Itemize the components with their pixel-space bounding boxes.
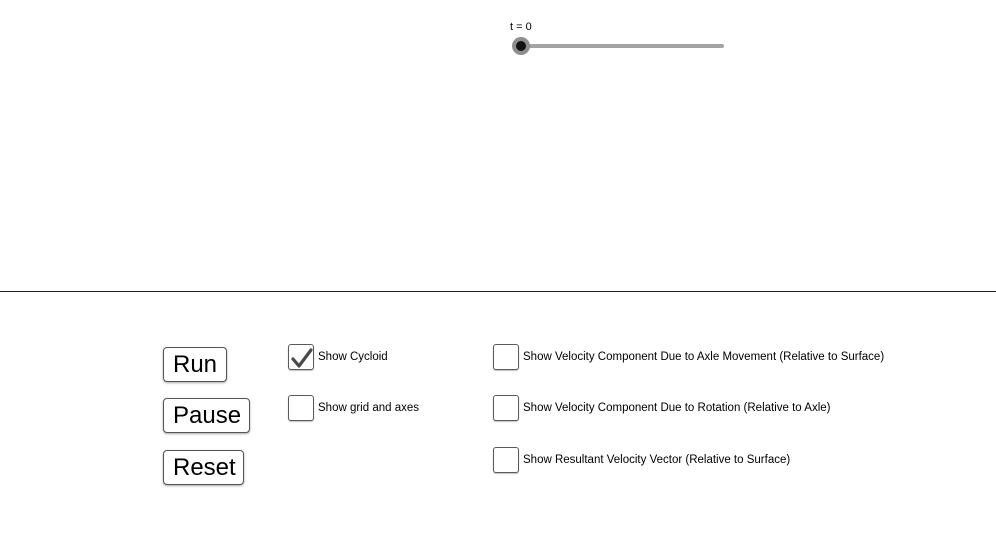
pause-button[interactable]: Pause <box>163 398 250 433</box>
show-grid-axes-label: Show grid and axes <box>318 402 420 414</box>
show-axle-velocity-box[interactable] <box>493 344 519 370</box>
time-slider-track[interactable] <box>521 44 724 48</box>
show-rotation-velocity-label: Show Velocity Component Due to Rotation (Relative to Axle) <box>523 402 831 414</box>
run-button[interactable]: Run <box>163 347 227 382</box>
show-axle-velocity-label: Show Velocity Component Due to Axle Movement (Relative to Surface) <box>523 351 885 363</box>
show-rotation-velocity-box[interactable] <box>493 395 519 421</box>
show-resultant-velocity-box[interactable] <box>493 447 519 473</box>
show-resultant-velocity-checkbox[interactable] <box>493 446 790 474</box>
section-divider <box>0 291 996 292</box>
reset-button[interactable]: Reset <box>163 450 244 485</box>
show-cycloid-checkbox[interactable] <box>288 343 388 371</box>
show-rotation-velocity-checkbox[interactable] <box>493 394 830 422</box>
time-slider-label: t = 0 <box>510 21 532 33</box>
time-slider-thumb[interactable] <box>512 37 530 55</box>
check-icon <box>290 346 314 370</box>
show-cycloid-label: Show Cycloid <box>318 351 388 363</box>
show-grid-axes-checkbox[interactable] <box>288 394 419 422</box>
show-axle-velocity-checkbox[interactable] <box>493 343 884 371</box>
show-cycloid-box[interactable] <box>288 344 314 370</box>
show-resultant-velocity-label: Show Resultant Velocity Vector (Relative to Surface) <box>523 454 791 466</box>
show-grid-axes-box[interactable] <box>288 395 314 421</box>
